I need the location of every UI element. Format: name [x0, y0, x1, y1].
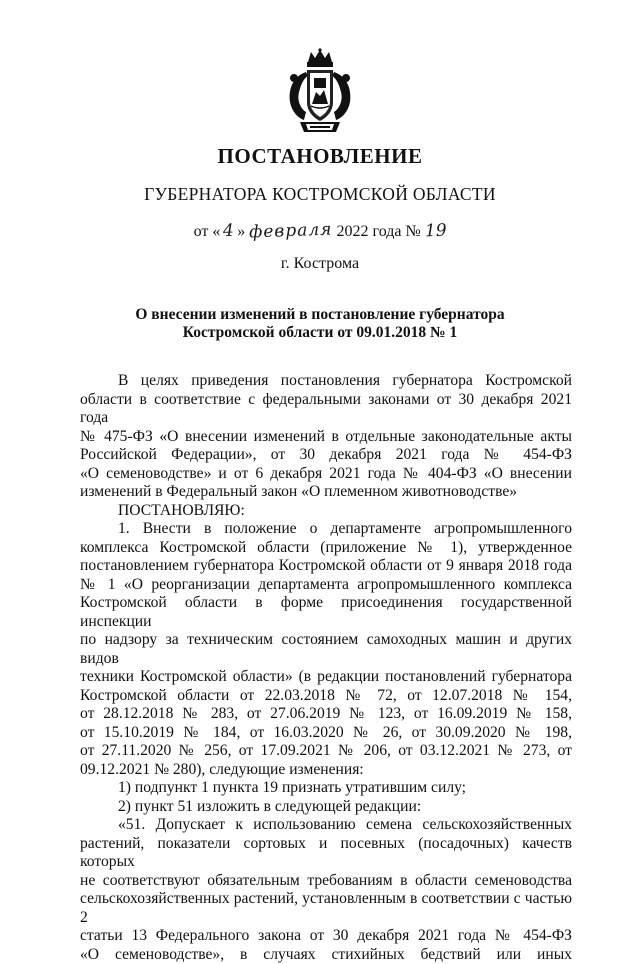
- body-line: Костромской области в форме присоединения государственной инспекции: [80, 594, 572, 631]
- body-line: В целях приведения постановления губернатора Костромской: [80, 372, 572, 391]
- body-line: «О семеноводстве» и от 6 декабря 2021 года № 404-ФЗ «О внесении: [80, 465, 572, 484]
- body-line: области в соответствие с федеральными законами от 30 декабря 2021 года: [80, 391, 572, 428]
- body-line: техники Костромской области» (в редакции постановлений губернатора: [80, 668, 572, 687]
- document-body: [80, 372, 572, 964]
- body-line: «51. Допускает к использованию семена сельскохозяйственных: [80, 816, 572, 835]
- body-line: постановлением губернатора Костромской области от 9 января 2018 года: [80, 557, 572, 576]
- body-line: не соответствуют обязательным требованиям в области семеноводства: [80, 872, 572, 891]
- body-line: растений, показатели сортовых и посевных (посадочных) качеств которых: [80, 835, 572, 872]
- body-line: 09.12.2021 № 280), следующие изменения:: [80, 761, 572, 780]
- body-line: ПОСТАНОВЛЯЮ:: [80, 502, 572, 521]
- body-line: № 475-ФЗ «О внесении изменений в отдельные законодательные акты: [80, 428, 572, 447]
- body-line: от 15.10.2019 № 184, от 16.03.2020 № 26, от 30.09.2020 № 198,: [80, 724, 572, 743]
- body-line: изменений в Федеральный закон «О племенном животноводстве»: [80, 483, 572, 502]
- coat-of-arms-icon: [280, 48, 360, 140]
- date-prefix: от «: [194, 223, 221, 240]
- handwritten-day: 4: [223, 221, 235, 241]
- body-line: от 27.11.2020 № 256, от 17.09.2021 № 206, от 03.12.2021 № 273, от: [80, 742, 572, 761]
- document-title: ПОСТАНОВЛЕНИЕ: [0, 144, 640, 169]
- heading-line: Костромской области от 09.01.2018 № 1: [80, 324, 560, 342]
- body-line: 1) подпункт 1 пункта 19 признать утратившим силу;: [80, 779, 572, 798]
- body-line: № 1 «О реорганизации департамента агропромышленного комплекса: [80, 576, 572, 595]
- body-line: Костромской области от 22.03.2018 № 72, от 12.07.2018 № 154,: [80, 687, 572, 706]
- body-line: статьи 13 Федерального закона от 30 декабря 2021 года № 454-ФЗ: [80, 927, 572, 946]
- body-line: 1. Внести в положение о департаменте агропромышленного: [80, 520, 572, 539]
- body-line: комплекса Костромской области (приложение № 1), утвержденное: [80, 539, 572, 558]
- heading-line: О внесении изменений в постановление губернатора: [80, 306, 560, 324]
- date-number-line: [0, 221, 640, 241]
- handwritten-doc-number: 19: [424, 221, 446, 242]
- issuer-subtitle: ГУБЕРНАТОРА КОСТРОМСКОЙ ОБЛАСТИ: [0, 184, 640, 205]
- handwritten-month: февраля: [249, 220, 333, 243]
- body-line: Российской Федерации», от 30 декабря 2021 года № 454-ФЗ: [80, 446, 572, 465]
- body-line: сельскохозяйственных растений, установленным в соответствии с частью 2: [80, 890, 572, 927]
- body-line: 2) пункт 51 изложить в следующей редакции:: [80, 798, 572, 817]
- body-line: «О семеноводстве», в случаях стихийных бедствий или иных: [80, 946, 572, 964]
- place-of-issue: г. Кострома: [0, 255, 640, 273]
- date-mid: »: [237, 223, 245, 240]
- date-year-label: 2022 года №: [337, 223, 421, 240]
- body-line: от 28.12.2018 № 283, от 27.06.2019 № 123, от 16.09.2019 № 158,: [80, 705, 572, 724]
- body-line: по надзору за техническим состоянием самоходных машин и других видов: [80, 631, 572, 668]
- document-heading: [80, 306, 560, 342]
